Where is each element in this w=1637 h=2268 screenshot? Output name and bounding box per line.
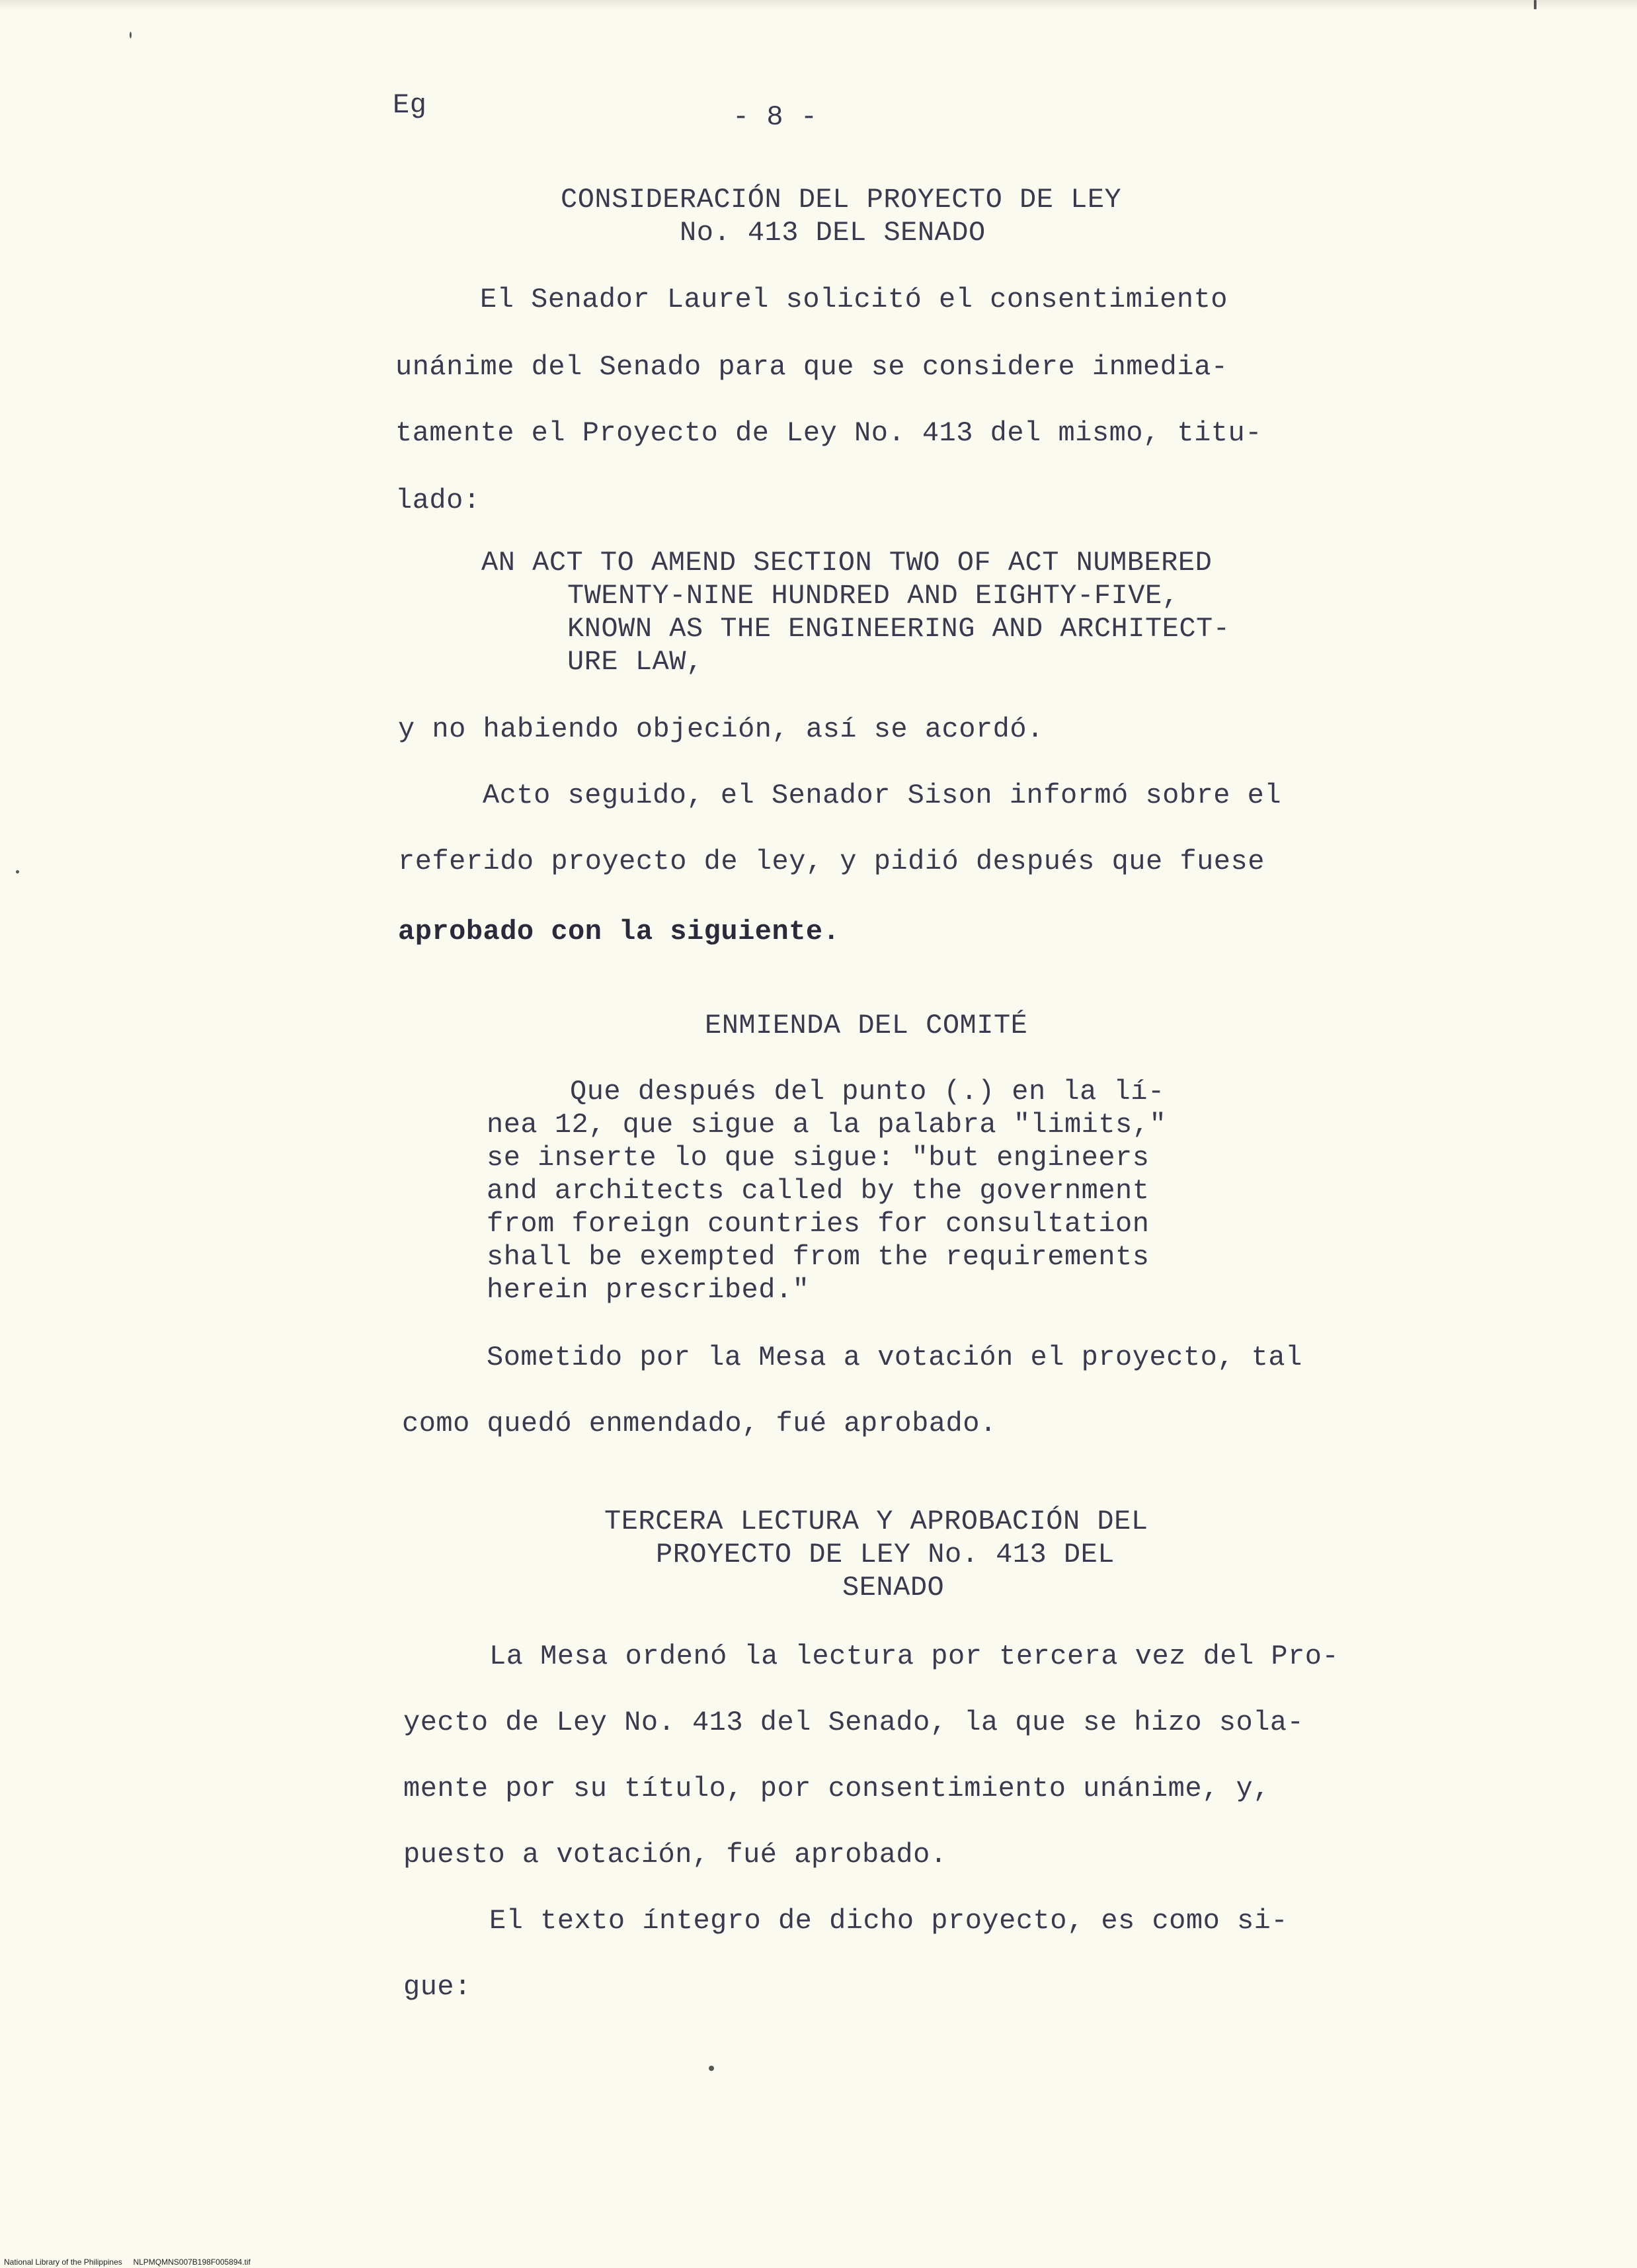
amendment-line: from foreign countries for consultation — [487, 1208, 1150, 1240]
scan-top-edge — [0, 0, 1637, 9]
paragraph-line: como quedó enmendado, fué aprobado. — [402, 1408, 997, 1439]
page-number: - 8 - — [733, 101, 818, 133]
amendment-line: shall be exempted from the requirements — [487, 1241, 1150, 1273]
amendment-line: nea 12, que sigue a la palabra "limits," — [487, 1109, 1167, 1141]
section-heading: SENADO — [842, 1572, 945, 1603]
amendment-line: and architects called by the government — [487, 1175, 1150, 1207]
paragraph-line: El texto íntegro de dicho proyecto, es como si- — [489, 1905, 1289, 1937]
scan-footer: National Library of the Philippines NLPMQMNS007B198F005894.tif — [4, 2257, 251, 2267]
paragraph-line: La Mesa ordenó la lectura por tercera vez del Pro- — [489, 1640, 1339, 1672]
scan-speck — [130, 32, 132, 38]
paragraph-line: tamente el Proyecto de Ley No. 413 del mismo, titu- — [395, 417, 1262, 449]
paragraph-line: Acto seguido, el Senador Sison informó sobre el — [483, 780, 1282, 811]
paragraph-line: yecto de Ley No. 413 del Senado, la que se hizo sola- — [403, 1707, 1304, 1738]
paragraph-line: referido proyecto de ley, y pidió después que fuese — [398, 846, 1265, 877]
section-heading: CONSIDERACIÓN DEL PROYECTO DE LEY — [561, 184, 1122, 216]
paragraph-line-overtyped: aprobado con la siguiente. — [398, 916, 840, 948]
scan-speck — [1534, 0, 1537, 9]
act-title-line: URE LAW, — [567, 646, 703, 678]
paragraph-line: El Senador Laurel solicitó el consentimiento — [480, 284, 1228, 315]
paragraph-line: unánime del Senado para que se considere inmedia- — [395, 351, 1228, 383]
paragraph-line: puesto a votación, fué aprobado. — [403, 1839, 947, 1871]
scan-speck — [709, 2066, 714, 2071]
section-heading: ENMIENDA DEL COMITÉ — [705, 1010, 1028, 1041]
paragraph-line: gue: — [403, 1971, 471, 2003]
paragraph-line: lado: — [395, 485, 481, 516]
amendment-line: herein prescribed." — [487, 1274, 810, 1306]
section-heading: TERCERA LECTURA Y APROBACIÓN DEL — [604, 1506, 1148, 1537]
scan-speck — [16, 870, 19, 873]
initials: Eg — [393, 89, 427, 121]
paragraph-line: mente por su título, por consentimiento unánime, y, — [403, 1773, 1270, 1804]
section-heading: PROYECTO DE LEY No. 413 DEL — [656, 1539, 1115, 1570]
amendment-line: se inserte lo que sigue: "but engineers — [487, 1142, 1150, 1174]
paragraph-line: y no habiendo objeción, así se acordó. — [398, 713, 1044, 745]
paragraph-line: Sometido por la Mesa a votación el proyecto, tal — [487, 1342, 1302, 1373]
section-heading: No. 413 DEL SENADO — [680, 217, 986, 249]
act-title-line: KNOWN AS THE ENGINEERING AND ARCHITECT- — [567, 613, 1230, 645]
act-title-line: TWENTY-NINE HUNDRED AND EIGHTY-FIVE, — [567, 580, 1179, 612]
act-title-line: AN ACT TO AMEND SECTION TWO OF ACT NUMBERED — [481, 547, 1213, 579]
amendment-line: Que después del punto (.) en la lí- — [570, 1076, 1165, 1108]
